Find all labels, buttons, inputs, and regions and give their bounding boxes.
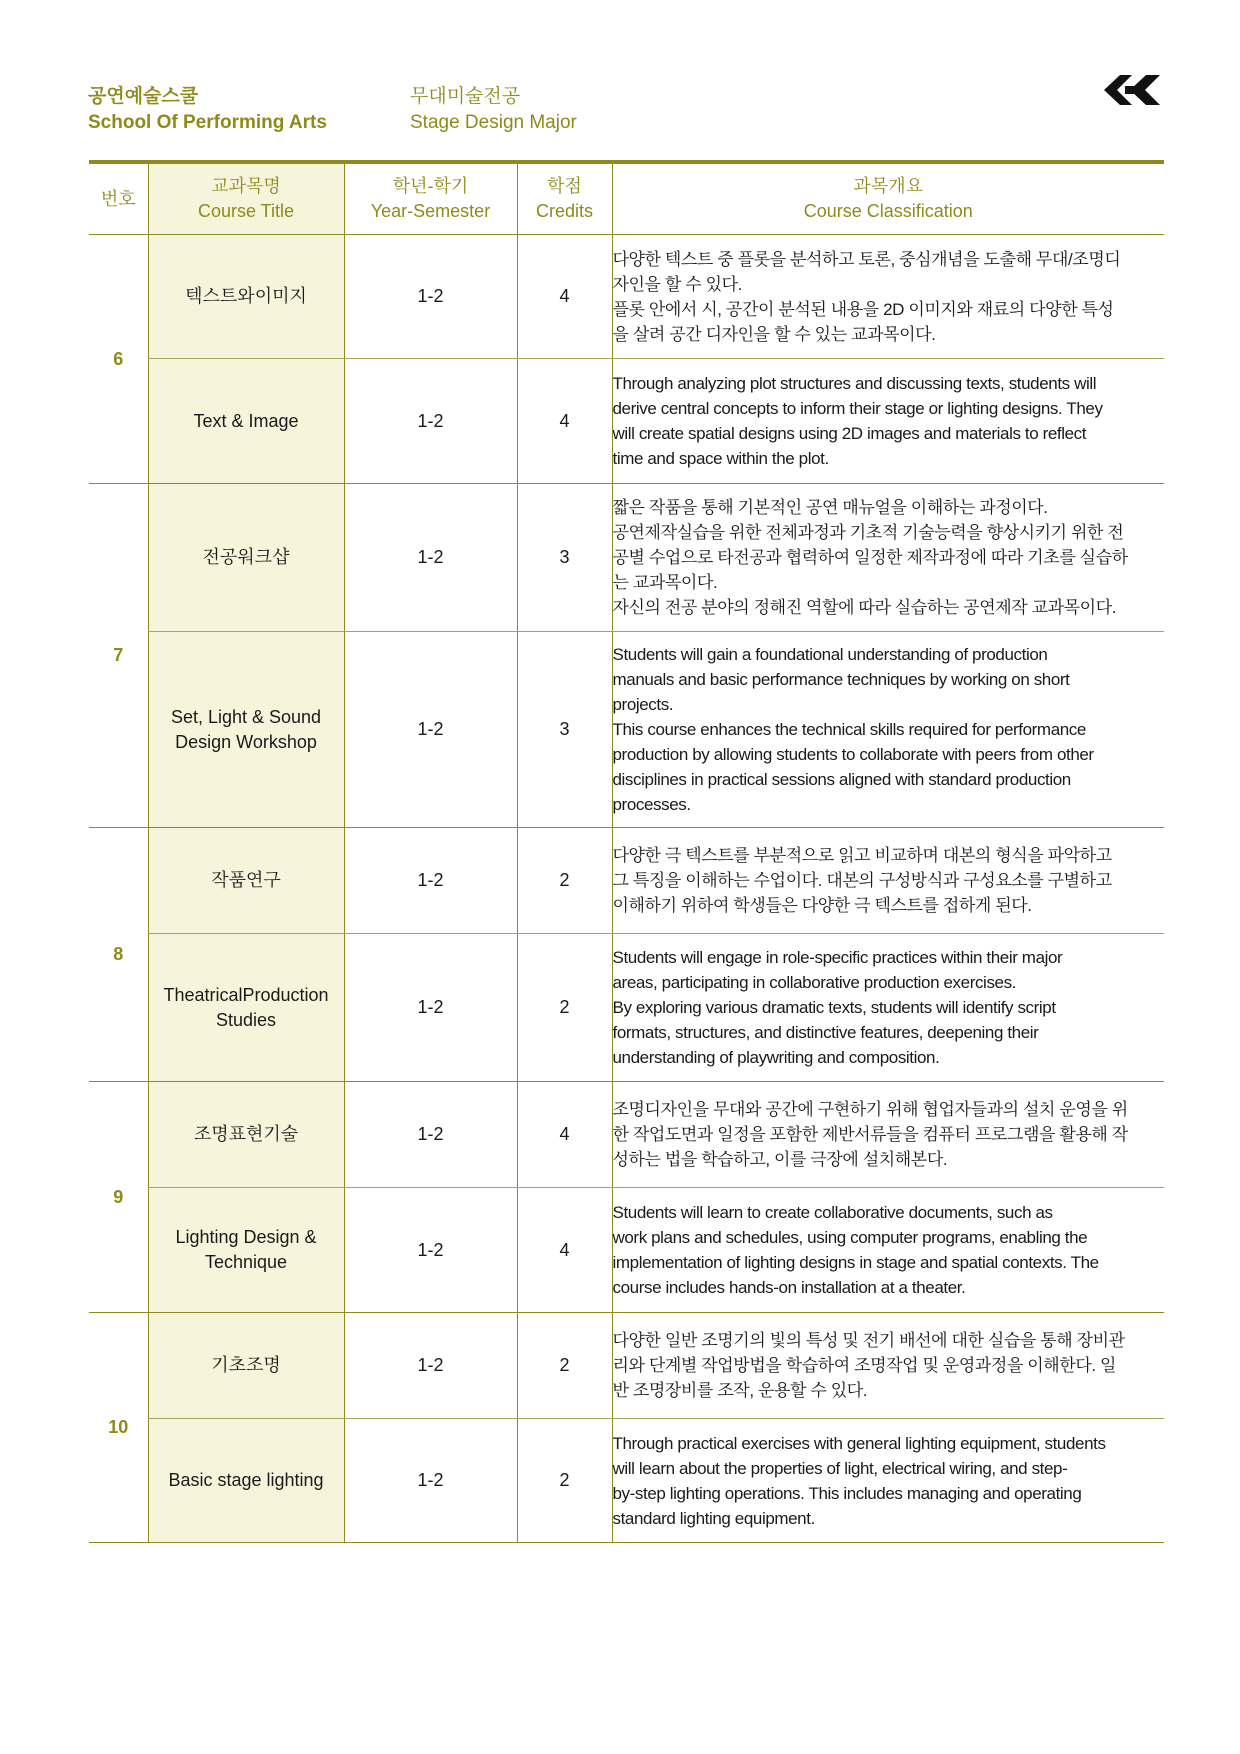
desc-line: manuals and basic performance techniques by working on short xyxy=(612,670,1070,689)
desc-line: course includes hands-on installation at a theater. xyxy=(612,1278,966,1297)
major-heading xyxy=(410,84,577,136)
year-semester: 1-2 xyxy=(344,1082,517,1188)
major-name-ko: 무대미술전공 xyxy=(410,86,521,107)
header-course-title-ko: 교과목명 xyxy=(211,176,281,196)
header-credits xyxy=(517,164,612,235)
year-semester: 1-2 xyxy=(344,235,517,359)
credits: 2 xyxy=(517,1313,612,1419)
course-number: 9 xyxy=(89,1082,148,1313)
course-title-en xyxy=(148,1419,344,1543)
desc-line: areas, participating in collaborative production exercises. xyxy=(612,973,1017,992)
header-credits-en: Credits xyxy=(535,201,593,221)
course-description-en xyxy=(612,1419,1164,1543)
course-table xyxy=(89,164,1164,1543)
desc-line: 공별 수업으로 타전공과 협력하여 일정한 제작과정에 따라 기초를 실습하 xyxy=(612,548,1128,567)
desc-line: 다양한 일반 조명기의 빛의 특성 및 전기 배선에 대한 실습을 통해 장비관 xyxy=(612,1331,1125,1350)
course-description-ko xyxy=(612,828,1164,934)
desc-line: 조명디자인을 무대와 공간에 구현하기 위해 협업자들과의 설치 운영을 위 xyxy=(612,1100,1128,1119)
title-line: Technique xyxy=(204,1252,288,1272)
header-course-title xyxy=(148,164,344,235)
desc-line: 이해하기 위하여 학생들은 다양한 극 텍스트를 접하게 된다. xyxy=(612,896,1032,915)
desc-line: Students will engage in role-specific practices within their major xyxy=(612,948,1063,967)
desc-line: time and space within the plot. xyxy=(612,449,829,468)
course-number: 10 xyxy=(89,1313,148,1543)
desc-line: 리와 단계별 작업방법을 학습하여 조명작업 및 운영과정을 이해한다. 일 xyxy=(612,1356,1117,1375)
desc-line: formats, structures, and distinctive features, deepening their xyxy=(612,1023,1039,1042)
credits: 4 xyxy=(517,235,612,359)
school-name-ko: 공연예술스쿨 xyxy=(88,86,199,107)
table-row xyxy=(89,484,1164,632)
title-line: Basic stage lighting xyxy=(168,1470,324,1490)
credits: 4 xyxy=(517,1188,612,1313)
table-row xyxy=(89,235,1164,359)
year-semester: 1-2 xyxy=(344,1313,517,1419)
title-line: Text & Image xyxy=(193,410,299,431)
course-title-ko: 기초조명 xyxy=(148,1313,344,1419)
desc-line: 짧은 작품을 통해 기본적인 공연 매뉴얼을 이해하는 과정이다. xyxy=(612,498,1048,517)
year-semester: 1-2 xyxy=(344,934,517,1082)
course-description-en xyxy=(612,1188,1164,1313)
table-row xyxy=(89,632,1164,828)
course-title-ko: 텍스트와이미지 xyxy=(148,235,344,359)
course-description-ko xyxy=(612,235,1164,359)
school-heading xyxy=(88,84,327,136)
title-line: Set, Light & Sound xyxy=(170,706,322,727)
course-description-en xyxy=(612,359,1164,484)
course-title-en xyxy=(148,632,344,828)
course-title-en xyxy=(148,1188,344,1313)
desc-line: 성하는 법을 학습하고, 이를 극장에 설치해본다. xyxy=(612,1150,948,1169)
desc-line: work plans and schedules, using computer programs, enabling the xyxy=(612,1228,1088,1247)
desc-line: standard lighting equipment. xyxy=(612,1508,815,1528)
title-line: TheatricalProduction xyxy=(163,984,329,1005)
course-description-ko xyxy=(612,484,1164,632)
header-number: 번호 xyxy=(89,164,148,235)
course-description-en xyxy=(612,632,1164,828)
desc-line: Students will learn to create collaborative documents, such as xyxy=(612,1203,1053,1222)
credits: 3 xyxy=(517,484,612,632)
title-line: Lighting Design & xyxy=(175,1227,317,1247)
desc-line: 자인을 할 수 있다. xyxy=(612,274,742,294)
year-semester: 1-2 xyxy=(344,484,517,632)
desc-line: by-step lighting operations. This includes managing and operating xyxy=(612,1483,1082,1503)
desc-line: By exploring various dramatic texts, students will identify script xyxy=(612,998,1056,1017)
header-course-title-en: Course Title xyxy=(197,201,295,221)
desc-line: 는 교과목이다. xyxy=(612,573,718,592)
major-name-en: Stage Design Major xyxy=(410,112,577,133)
desc-line: 그 특징을 이해하는 수업이다. 대본의 구성방식과 구성요소를 구별하고 xyxy=(612,871,1112,890)
desc-line: will create spatial designs using 2D images and materials to reflect xyxy=(612,424,1087,443)
credits: 2 xyxy=(517,828,612,934)
table-row xyxy=(89,359,1164,484)
desc-line: implementation of lighting designs in stage and spatial contexts. The xyxy=(612,1253,1099,1272)
course-title-ko: 조명표현기술 xyxy=(148,1082,344,1188)
title-line: Design Workshop xyxy=(175,731,317,752)
year-semester: 1-2 xyxy=(344,1188,517,1313)
table-row xyxy=(89,934,1164,1082)
year-semester: 1-2 xyxy=(344,1419,517,1543)
course-number: 7 xyxy=(89,484,148,828)
header-credits-ko: 학점 xyxy=(547,176,582,196)
course-title-en xyxy=(148,934,344,1082)
desc-line: 다양한 텍스트 중 플롯을 분석하고 토론, 중심개념을 도출해 무대/조명디 xyxy=(612,249,1121,269)
desc-line: 다양한 극 텍스트를 부분적으로 읽고 비교하며 대본의 형식을 파악하고 xyxy=(612,846,1112,865)
desc-line: Students will gain a foundational understanding of production xyxy=(612,645,1048,664)
header-course-classification xyxy=(612,164,1164,235)
desc-line: will learn about the properties of light, electrical wiring, and step- xyxy=(612,1458,1068,1478)
school-name-en: School Of Performing Arts xyxy=(88,112,327,133)
course-description-ko xyxy=(612,1313,1164,1419)
desc-line: 자신의 전공 분야의 정해진 역할에 따라 실습하는 공연제작 교과목이다. xyxy=(612,598,1117,617)
table-row xyxy=(89,1419,1164,1543)
year-semester: 1-2 xyxy=(344,632,517,828)
ck-logo-icon xyxy=(1098,70,1164,110)
credits: 2 xyxy=(517,1419,612,1543)
table-row xyxy=(89,1188,1164,1313)
desc-line: processes. xyxy=(612,795,691,814)
course-number: 8 xyxy=(89,828,148,1082)
credits: 2 xyxy=(517,934,612,1082)
year-semester: 1-2 xyxy=(344,359,517,484)
desc-line: 공연제작실습을 위한 전체과정과 기초적 기술능력을 향상시키기 위한 전 xyxy=(612,523,1124,542)
desc-line: 플롯 안에서 시, 공간이 분석된 내용을 2D 이미지와 재료의 다양한 특성 xyxy=(612,299,1114,319)
course-title-ko: 전공워크샵 xyxy=(148,484,344,632)
header-course-classification-ko: 과목개요 xyxy=(853,176,924,196)
table-row xyxy=(89,828,1164,934)
desc-line: production by allowing students to collaborate with peers from other xyxy=(612,745,1094,764)
table-header-row xyxy=(89,164,1164,235)
desc-line: Through analyzing plot structures and discussing texts, students will xyxy=(612,374,1097,393)
desc-line: This course enhances the technical skills required for performance xyxy=(612,720,1086,739)
credits: 4 xyxy=(517,1082,612,1188)
desc-line: 을 살려 공간 디자인을 할 수 있는 교과목이다. xyxy=(612,324,936,344)
header-year-semester-en: Year-Semester xyxy=(370,201,491,221)
course-title-en xyxy=(148,359,344,484)
table-row xyxy=(89,1082,1164,1188)
course-description-en xyxy=(612,934,1164,1082)
header-course-classification-en: Course Classification xyxy=(803,201,973,221)
header-year-semester-ko: 학년-학기 xyxy=(392,176,469,196)
desc-line: understanding of playwriting and composition. xyxy=(612,1048,940,1067)
header-year-semester xyxy=(344,164,517,235)
desc-line: 한 작업도면과 일정을 포함한 제반서류들을 컴퓨터 프로그램을 활용해 작 xyxy=(612,1125,1128,1144)
desc-line: 반 조명장비를 조작, 운용할 수 있다. xyxy=(612,1381,868,1400)
course-description-ko xyxy=(612,1082,1164,1188)
desc-line: projects. xyxy=(612,695,674,714)
credits: 4 xyxy=(517,359,612,484)
course-title-ko: 작품연구 xyxy=(148,828,344,934)
desc-line: disciplines in practical sessions aligned with standard production xyxy=(612,770,1071,789)
title-line: Studies xyxy=(215,1009,277,1030)
credits: 3 xyxy=(517,632,612,828)
year-semester: 1-2 xyxy=(344,828,517,934)
desc-line: Through practical exercises with general lighting equipment, students xyxy=(612,1433,1106,1453)
table-row xyxy=(89,1313,1164,1419)
course-number: 6 xyxy=(89,235,148,484)
desc-line: derive central concepts to inform their stage or lighting designs. They xyxy=(612,399,1103,418)
